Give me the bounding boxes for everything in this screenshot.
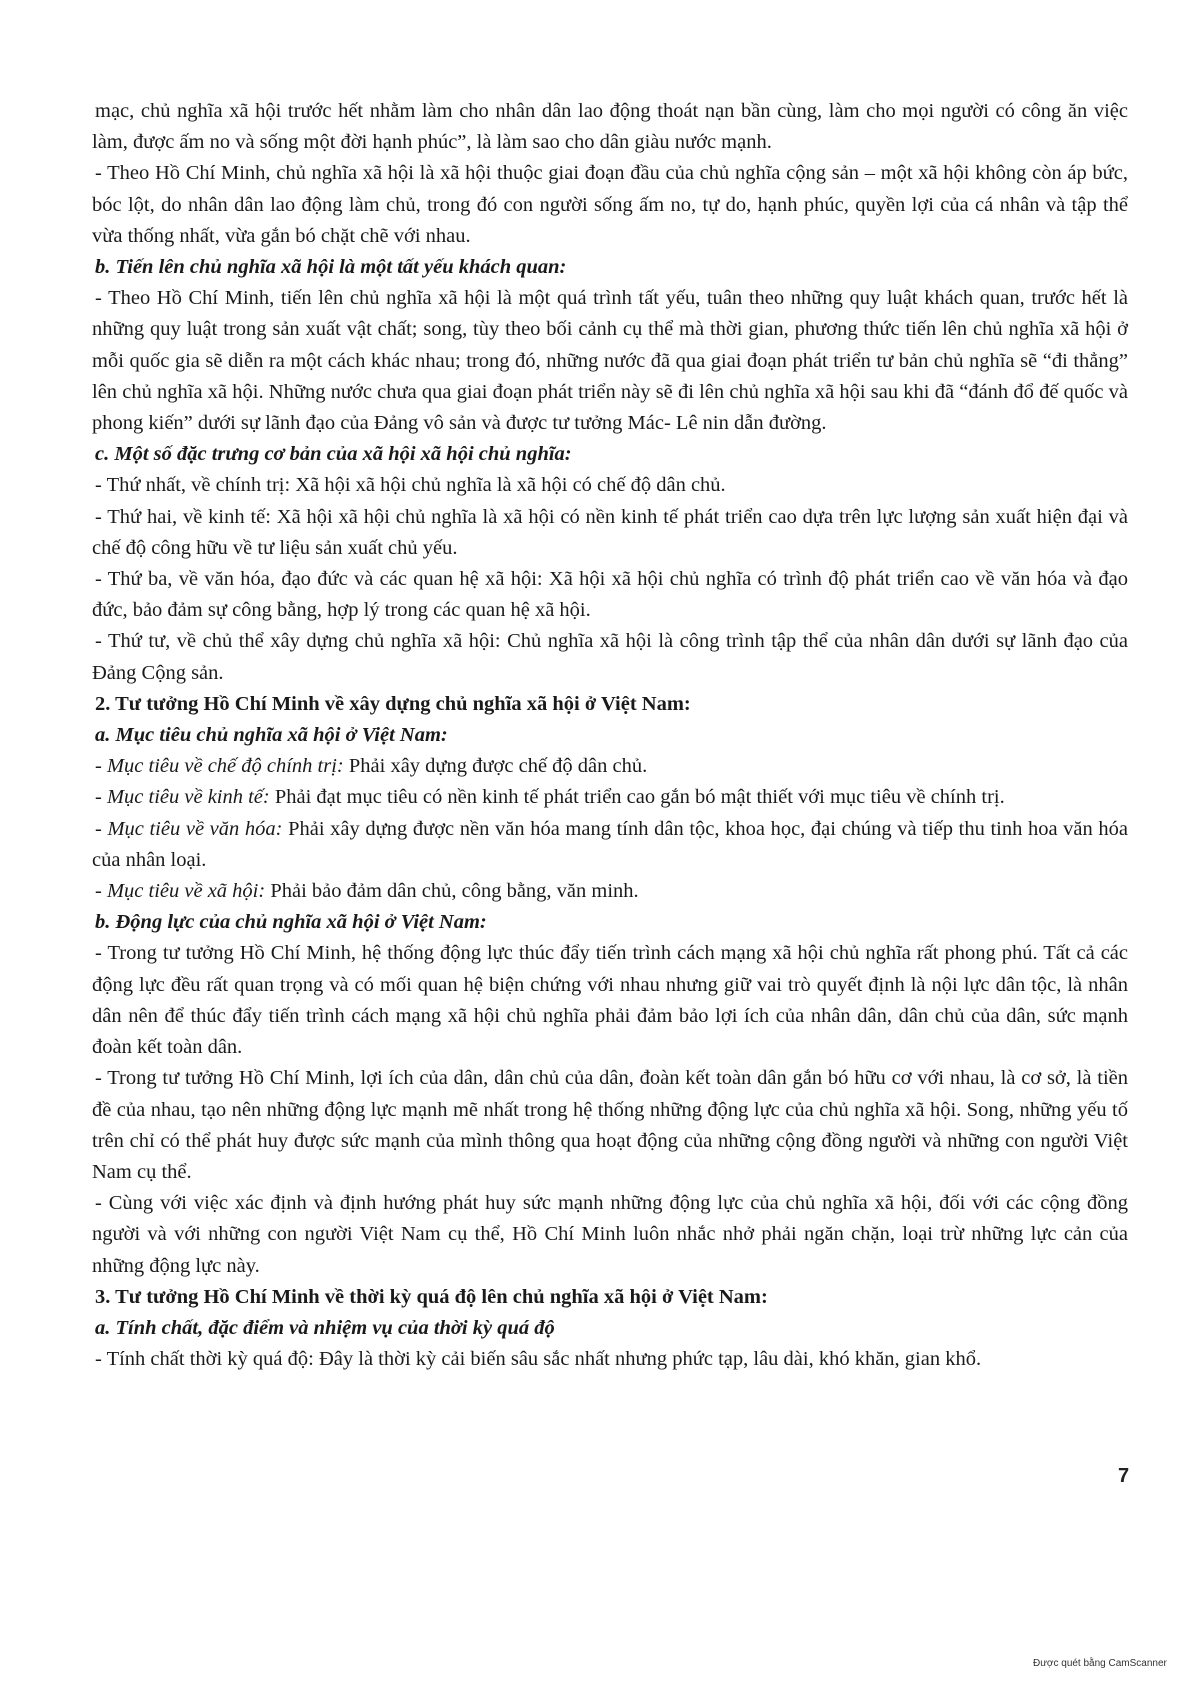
paragraph-lead: - Mục tiêu về chế độ chính trị: (95, 755, 344, 778)
paragraph: - Theo Hồ Chí Minh, tiến lên chủ nghĩa xã hội là một quá trình tất yếu, tuân theo những quy luật khách quan, trước hết là những quy luật trong sản xuất vật chất; song, tùy theo bối cảnh cụ thể mà thời gian, phương thức tiến lên chủ nghĩa xã hội ở mỗi quốc gia sẽ diễn ra một cách khác nhau; trong đó, những nước đã qua giai đoạn phát triển tư bản chủ nghĩa sẽ “đi thẳng” lên chủ nghĩa xã hội. Những nước chưa qua giai đoạn phát triển này sẽ đi lên chủ nghĩa xã hội sau khi đã “đánh đổ đế quốc và phong kiến” dưới sự lãnh đạo của Đảng vô sản và được tư tưởng Mác- Lê nin dẫn đường. (92, 287, 1128, 435)
chapter-heading: 3. Tư tưởng Hồ Chí Minh về thời kỳ quá độ lên chủ nghĩa xã hội ở Việt Nam: (95, 1285, 768, 1308)
page-number: 7 (1118, 1465, 1130, 1487)
section-heading: a. Tính chất, đặc điểm và nhiệm vụ của thời kỳ quá độ (95, 1316, 555, 1339)
paragraph: - Trong tư tưởng Hồ Chí Minh, hệ thống động lực thúc đẩy tiến trình cách mạng xã hội chủ nghĩa rất phong phú. Tất cả các động lực đều rất quan trọng và có mối quan hệ biện chứng với nhau nhưng giữ vai trò quyết định là nội lực dân tộc, là nhân dân nên để thúc đẩy tiến trình cách mạng xã hội chủ nghĩa phải đảm bảo lợi ích của nhân dân, dân chủ của dân, sức mạnh đoàn kết toàn dân. (92, 942, 1128, 1059)
section-heading: c. Một số đặc trưng cơ bản của xã hội xã hội chủ nghĩa: (95, 443, 572, 466)
paragraph: - Thứ hai, về kinh tế: Xã hội xã hội chủ nghĩa là xã hội có nền kinh tế phát triển cao dựa trên lực lượng sản xuất hiện đại và chế độ công hữu về tư liệu sản xuất chủ yếu. (92, 505, 1128, 559)
paragraph-text: Phải xây dựng được chế độ dân chủ. (343, 755, 648, 778)
paragraph: mạc, chủ nghĩa xã hội trước hết nhằm làm cho nhân dân lao động thoát nạn bần cùng, làm cho mọi người có công ăn việc làm, được ấm no và sống một đời hạnh phúc”, là làm sao cho dân giàu nước mạnh. (92, 100, 1128, 154)
paragraph: - Thứ ba, về văn hóa, đạo đức và các quan hệ xã hội: Xã hội xã hội chủ nghĩa có trình độ phát triển cao về văn hóa và đạo đức, bảo đảm sự công bằng, hợp lý trong các quan hệ xã hội. (92, 568, 1128, 622)
paragraph (92, 782, 1128, 813)
paragraph (92, 876, 1128, 907)
paragraph (92, 751, 1128, 782)
scanner-watermark: Được quét bằng CamScanner (1033, 1658, 1167, 1669)
section-heading: b. Động lực của chủ nghĩa xã hội ở Việt Nam: (95, 911, 487, 934)
paragraph: - Trong tư tưởng Hồ Chí Minh, lợi ích của dân, dân chủ của dân, đoàn kết toàn dân gắn bó hữu cơ với nhau, là cơ sở, là tiền đề của nhau, tạo nên những động lực mạnh mẽ nhất trong hệ thống những động lực của chủ nghĩa xã hội. Song, những yếu tố trên chỉ có thể phát huy được sức mạnh của mình thông qua hoạt động của những cộng đồng người và những con người Việt Nam cụ thể. (92, 1067, 1128, 1183)
paragraph: - Thứ tư, về chủ thể xây dựng chủ nghĩa xã hội: Chủ nghĩa xã hội là công trình tập thể của nhân dân dưới sự lãnh đạo của Đảng Cộng sản. (92, 630, 1128, 684)
paragraph-text: Phải đạt mục tiêu có nền kinh tế phát triển cao gắn bó mật thiết với mục tiêu về chính trị. (269, 786, 1005, 809)
paragraph-text: Phải bảo đảm dân chủ, công bằng, văn minh. (265, 880, 639, 903)
section-heading: a. Mục tiêu chủ nghĩa xã hội ở Việt Nam: (95, 724, 448, 747)
paragraph: - Theo Hồ Chí Minh, chủ nghĩa xã hội là xã hội thuộc giai đoạn đầu của chủ nghĩa cộng sản – một xã hội không còn áp bức, bóc lột, do nhân dân lao động làm chủ, trong đó con người sống ấm no, tự do, hạnh phúc, quyền lợi của cá nhân và tập thể vừa thống nhất, vừa gắn bó chặt chẽ với nhau. (92, 162, 1128, 247)
paragraph (92, 814, 1128, 876)
paragraph: - Tính chất thời kỳ quá độ: Đây là thời kỳ cải biến sâu sắc nhất nhưng phức tạp, lâu dài, khó khăn, gian khổ. (95, 1348, 982, 1371)
paragraph-text: Phải xây dựng được nền văn hóa mang tính dân tộc, khoa học, đại chúng và tiếp thu tinh hoa văn hóa của nhân loại. (92, 817, 1128, 871)
paragraph-lead: - Mục tiêu về xã hội: (95, 880, 266, 903)
paragraph-lead: - Mục tiêu về kinh tế: (95, 786, 270, 809)
paragraph: - Cùng với việc xác định và định hướng phát huy sức mạnh những động lực của chủ nghĩa xã hội, đối với các cộng đồng người và với những con người Việt Nam cụ thể, Hồ Chí Minh luôn nhắc nhở phải ngăn chặn, loại trừ những lực cản của những động lực này. (92, 1192, 1128, 1277)
document-body (92, 96, 1128, 1375)
paragraph-lead: - Mục tiêu về văn hóa: (95, 817, 283, 840)
section-heading: b. Tiến lên chủ nghĩa xã hội là một tất yếu khách quan: (95, 256, 567, 279)
paragraph: - Thứ nhất, về chính trị: Xã hội xã hội chủ nghĩa là xã hội có chế độ dân chủ. (95, 474, 726, 497)
chapter-heading: 2. Tư tưởng Hồ Chí Minh về xây dựng chủ nghĩa xã hội ở Việt Nam: (95, 692, 691, 715)
